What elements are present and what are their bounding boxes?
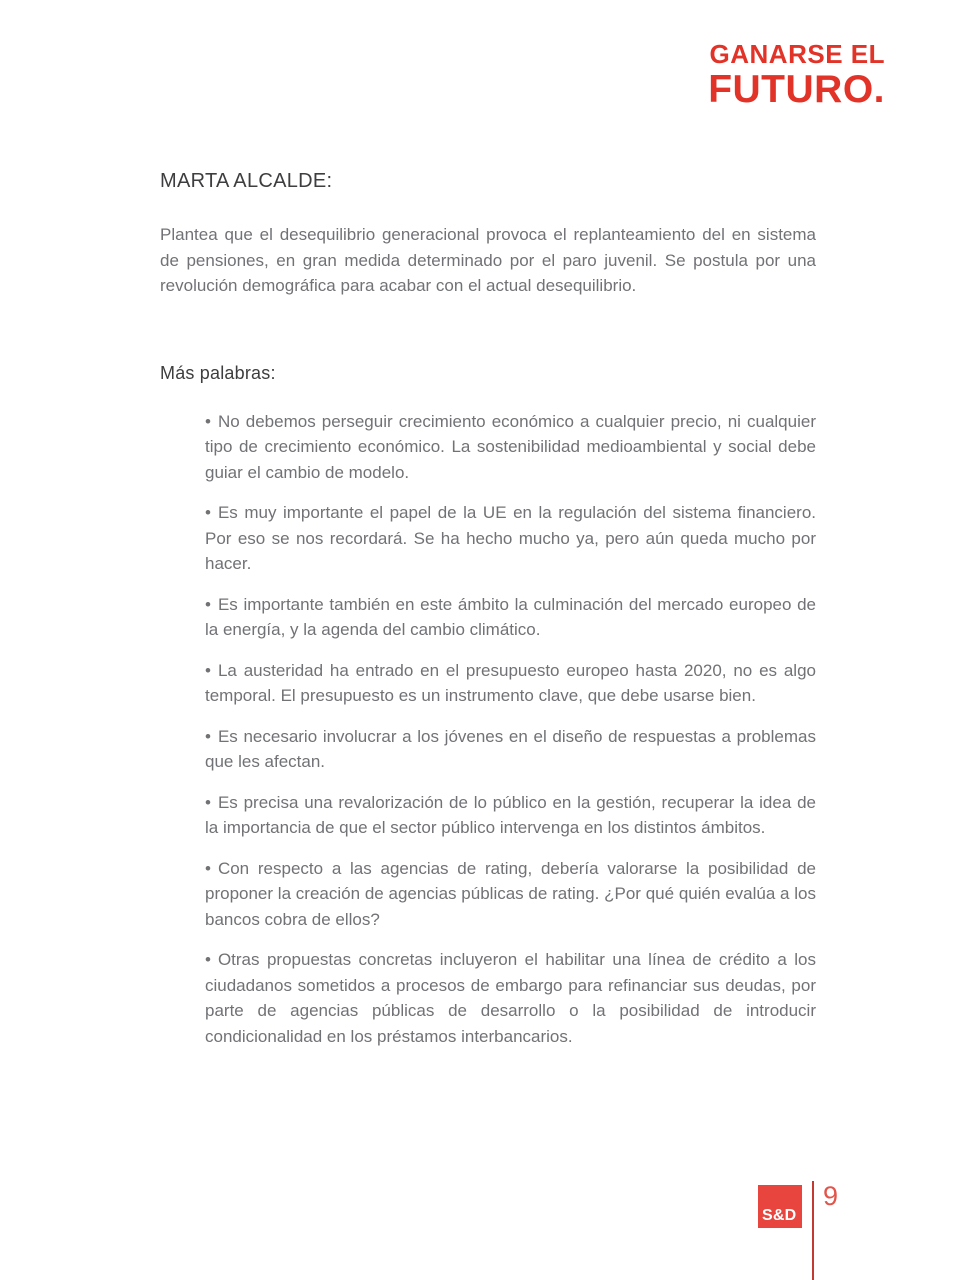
bullet-marker: • bbox=[205, 950, 211, 969]
bullet-text: Es muy importante el papel de la UE en la regulación del sistema financiero. Por eso se nos recordará. Se ha hecho mucho ya, pero aún queda mucho por hacer. bbox=[205, 503, 816, 573]
bullet-list bbox=[160, 409, 816, 1050]
bullet-item bbox=[205, 500, 816, 577]
bullet-marker: • bbox=[205, 858, 211, 878]
bullet-text: Es necesario involucrar a los jóvenes en el diseño de respuestas a problemas que les afectan. bbox=[205, 726, 816, 771]
bullet-marker: • bbox=[205, 503, 211, 522]
bullet-item bbox=[205, 409, 816, 486]
bullet-item bbox=[205, 592, 816, 643]
bullet-marker: • bbox=[205, 594, 211, 614]
sd-logo-badge bbox=[758, 1185, 802, 1228]
bullet-item bbox=[205, 658, 816, 709]
bullet-item bbox=[205, 947, 816, 1049]
bullet-marker: • bbox=[205, 792, 211, 812]
bullet-item bbox=[205, 790, 816, 841]
sd-logo-text: S&D bbox=[762, 1207, 797, 1224]
brand-logo-line2: FUTURO. bbox=[708, 68, 885, 111]
section-subheading: Más palabras: bbox=[160, 362, 276, 383]
brand-logo-line1: GANARSE EL bbox=[709, 39, 885, 69]
speaker-heading: MARTA ALCALDE: bbox=[160, 170, 333, 192]
intro-paragraph: Plantea que el desequilibrio generacional provoca el replanteamiento del en sistema de pensiones, en gran medida determinado por el paro juvenil. Se postula por una revolución demográfica para acabar con el actual desequilibrio. bbox=[160, 225, 816, 295]
bullet-marker: • bbox=[205, 726, 211, 746]
bullet-text: Es precisa una revalorización de lo público en la gestión, recuperar la idea de la importancia de que el sector público intervenga en los distintos ámbitos. bbox=[205, 792, 816, 837]
bullet-text: La austeridad ha entrado en el presupuesto europeo hasta 2020, no es algo temporal. El presupuesto es un instrumento clave, que debe usarse bien. bbox=[205, 660, 816, 705]
bullet-text: Es importante también en este ámbito la culminación del mercado europeo de la energía, y la agenda del cambio climático. bbox=[205, 594, 816, 639]
bullet-marker: • bbox=[205, 411, 211, 431]
bullet-text: Con respecto a las agencias de rating, debería valorarse la posibilidad de proponer la creación de agencias públicas de rating. ¿Por qué quién evalúa a los bancos cobra de ellos? bbox=[205, 858, 816, 929]
footer-divider-rule bbox=[812, 1181, 814, 1280]
main-text-column bbox=[160, 170, 816, 1064]
bullet-text: Otras propuestas concretas incluyeron el habilitar una línea de crédito a los ciudadanos sometidos a procesos de embargo para refinanciar sus deudas, por parte de agencias públicas de desarrollo o la posibilidad de introducir condicionalidad en los préstamos interbancarios. bbox=[205, 950, 816, 1046]
bullet-marker: • bbox=[205, 660, 211, 680]
bullet-item bbox=[205, 856, 816, 933]
bullet-text: No debemos perseguir crecimiento económico a cualquier precio, ni cualquier tipo de crecimiento económico. La sostenibilidad medioambiental y social debe guiar el cambio de modelo. bbox=[205, 411, 816, 482]
page-number: 9 bbox=[823, 1181, 839, 1211]
brand-logo bbox=[708, 41, 885, 109]
bullet-item bbox=[205, 724, 816, 775]
